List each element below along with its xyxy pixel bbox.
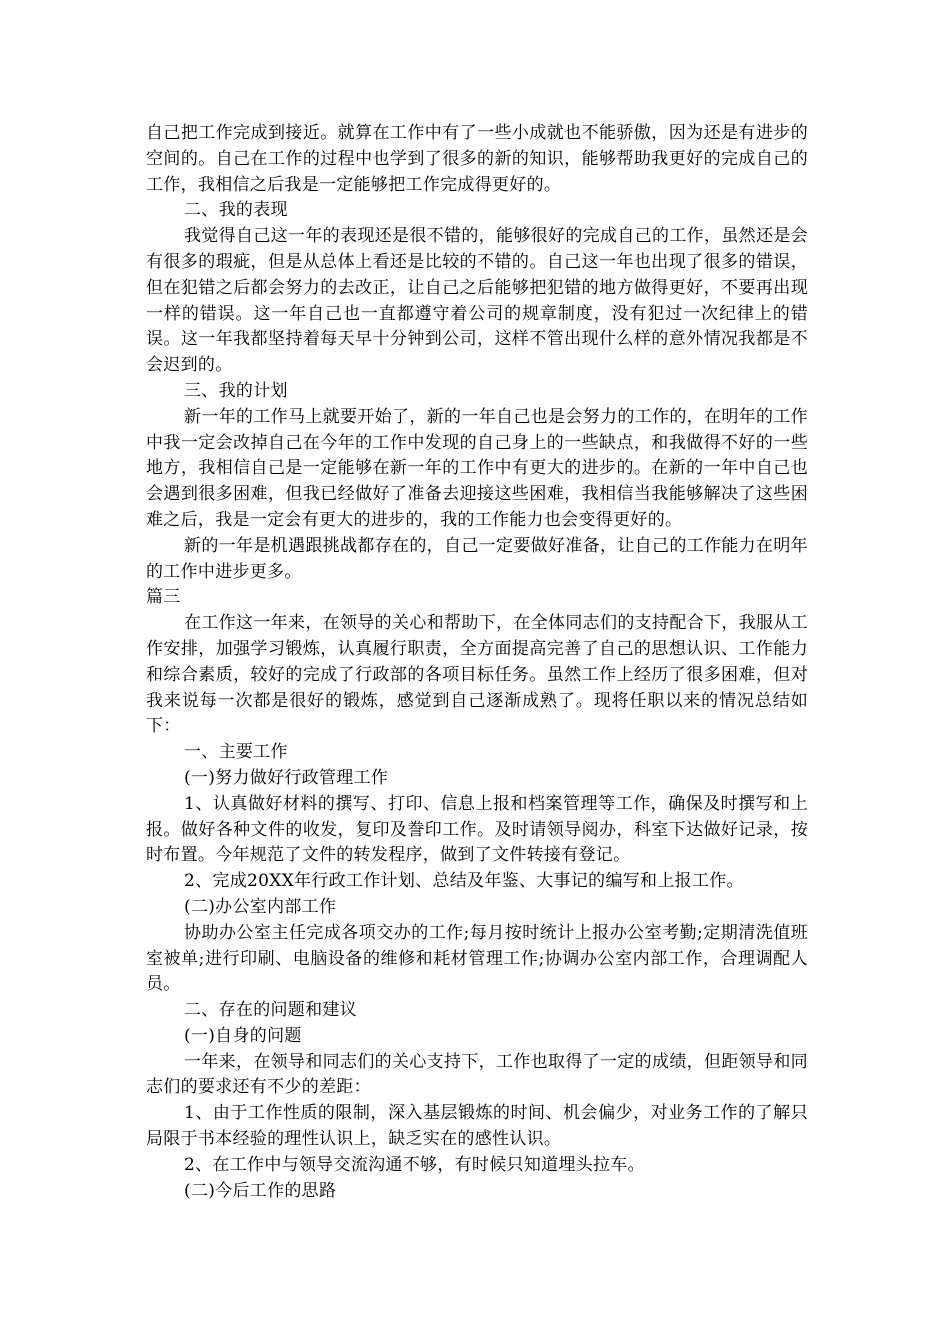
paragraph-item-1: 1、认真做好材料的撰写、打印、信息上报和档案管理等工作，确保及时撰写和上报。做好各种文件的收发，复印及誊印工作。及时请领导阅办，科室下达做好记录，按时布置。今年规范了文件的转发程序，做到了文件转接有登记。: [146, 793, 808, 866]
section-title-part-three: 篇三: [146, 587, 181, 608]
paragraph-office-duties: 协助办公室主任完成各项交办的工作;每月按时统计上报办公室考勤;定期清洗值班室被单;进行印刷、电脑设备的维修和耗材管理工作;协调办公室内部工作，合理调配人员。: [146, 922, 808, 995]
paragraph-performance: 我觉得自己这一年的表现还是很不错的，能够很好的完成自己的工作，虽然还是会有很多的瑕疵，但是从总体上看还是比较的不错的。自己这一年也出现了很多的错误，但在犯错之后都会努力的去改正，让自己之后能够把犯错的地方做得更好，不要再出现一样的错误。这一年自己也一直都遵守着公司的规章制度，没有犯过一次纪律上的错误。这一年我都坚持着每天早十分钟到公司，这样不管出现什么样的意外情况我都是不会迟到的。: [146, 226, 808, 376]
subheading-office-internal: (二)办公室内部工作: [184, 896, 337, 917]
paragraph-continuation: 自己把工作完成到接近。就算在工作中有了一些小成就也不能骄傲，因为还是有进步的空间的。自己在工作的过程中也学到了很多的新的知识，能够帮助我更好的完成自己的工作，我相信之后我是一定能够把工作完成得更好的。: [146, 123, 808, 195]
paragraph-problem-2: 2、在工作中与领导交流沟通不够，有时候只知道埋头拉车。: [184, 1154, 645, 1175]
heading-problems-suggestions: 二、存在的问题和建议: [184, 1000, 357, 1021]
subheading-own-problems: (一)自身的问题: [184, 1025, 302, 1046]
paragraph-intro: 在工作这一年来，在领导的关心和帮助下，在全体同志们的支持配合下，我服从工作安排，加强学习锻炼，认真履行职责，全方面提高完善了自己的思想认识、工作能力和综合素质，较好的完成了行政部的各项目标任务。虽然工作上经历了很多困难，但对我来说每一次都是很好的锻炼，感觉到自己逐渐成熟了。现将任职以来的情况总结如下：: [146, 613, 808, 737]
paragraph-problems-intro: 一年来，在领导和同志们的关心支持下，工作也取得了一定的成绩，但距领导和同志们的要求还有不少的差距：: [146, 1051, 808, 1098]
paragraph-new-year: 新的一年是机遇跟挑战都存在的，自己一定要做好准备，让自己的工作能力在明年的工作中进步更多。: [146, 535, 808, 582]
document-body: [146, 121, 808, 1204]
paragraph-item-2: 2、完成20XX年行政工作计划、总结及年鉴、大事记的编写和上报工作。: [184, 871, 744, 892]
paragraph-problem-1: 1、由于工作性质的限制，深入基层锻炼的时间、机会偏少，对业务工作的了解只局限于书本经验的理性认识上，缺乏实在的感性认识。: [146, 1103, 808, 1150]
heading-my-performance: 二、我的表现: [184, 200, 288, 221]
heading-main-work: 一、主要工作: [184, 742, 288, 763]
heading-my-plan: 三、我的计划: [184, 380, 288, 401]
subheading-future-work: (二)今后工作的思路: [184, 1180, 337, 1201]
subheading-admin-management: (一)努力做好行政管理工作: [184, 767, 389, 788]
paragraph-plan: 新一年的工作马上就要开始了，新的一年自己也是会努力的工作的，在明年的工作中我一定会改掉自己在今年的工作中发现的自己身上的一些缺点，和我做得不好的一些地方，我相信自己是一定能够在新一年的工作中有更大的进步的。在新的一年中自己也会遇到很多困难，但我已经做好了准备去迎接这些困难，我相信当我能够解决了这些困难之后，我是一定会有更大的进步的，我的工作能力也会变得更好的。: [146, 406, 808, 530]
